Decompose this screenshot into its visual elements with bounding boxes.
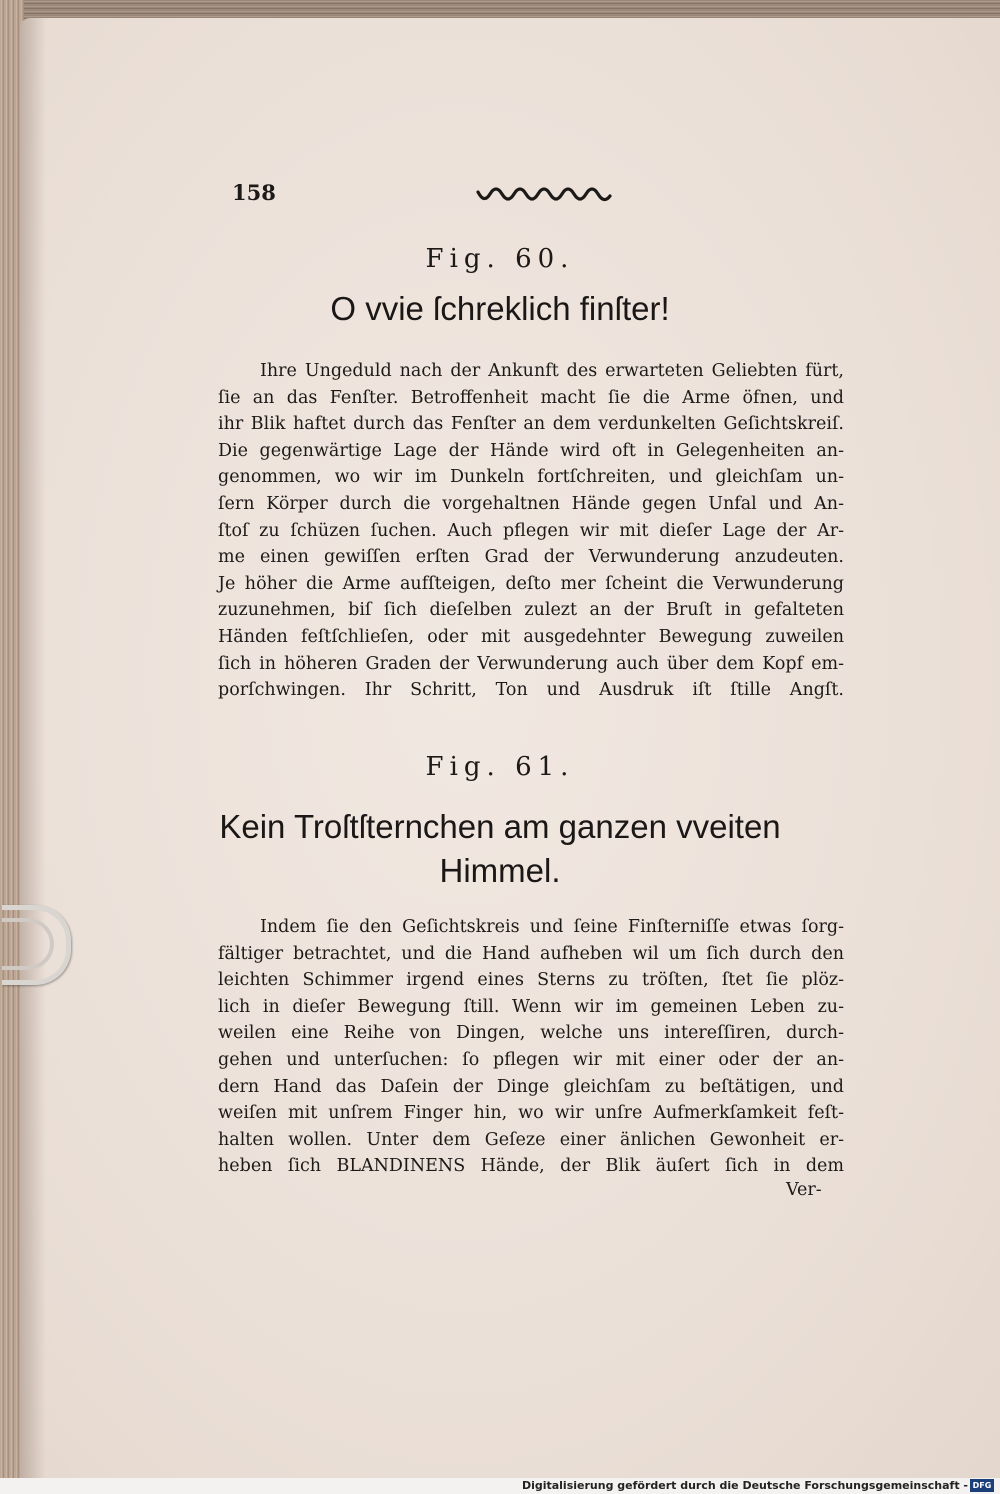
text-line: ihr Blik haftet durch das Fenſter an dem verdunkelten Geſichtskreiſ. (218, 414, 844, 435)
figure-label-60: Fig. 60. (425, 244, 575, 274)
text-line: fältiger betrachtet, und die Hand aufheben wil um ſich durch den (218, 943, 844, 964)
text-line: Händen feſtſchlieſen, oder mit ausgedehnter Bewegung zuweilen (218, 626, 844, 647)
text-line: Indem ſie den Geſichtskreis und ſeine Finſterniſſe etwas ſorg- (260, 917, 844, 937)
text-line: genommen, wo wir im Dunkeln fortſchreiten, und gleichſam un- (218, 467, 844, 488)
text-line: weilen eine Reihe von Dingen, welche uns intereſſiren, durch- (218, 1023, 844, 1044)
footer-credit: Digitalisierung gefördert durch die Deutsche Forschungsgemeinschaft - (521, 1479, 968, 1492)
paragraph-fig-60 (218, 358, 844, 704)
text-line: gehen und unterſuchen: ſo pflegen wir mit einer oder der an- (218, 1049, 844, 1070)
text-line: ſern Körper durch die vorgehaltnen Hände gegen Unfal und An- (218, 493, 844, 514)
text-line: ſtoſ zu ſchüzen ſuchen. Auch pflegen wir mit dieſer Lage der Ar- (218, 520, 844, 541)
text-line: porſchwingen. Ihr Schritt, Ton und Ausdruk iſt ſtille Angſt. (218, 680, 844, 701)
text-line: Ihre Ungeduld nach der Ankunft des erwarteten Geliebten fürt, (260, 361, 844, 381)
text-line: zuzunehmen, biſ ſich dieſelben zulezt an der Bruſt in gefalteten (218, 600, 844, 621)
figure-title-61-line1: Kein Troſtſternchen am ganzen vveiten (219, 808, 781, 845)
page-number: 158 (232, 180, 276, 205)
ornament-divider-icon (476, 186, 612, 208)
figure-title-61-line2: Himmel. (439, 852, 561, 889)
dfg-logo: DFG (970, 1479, 994, 1492)
figure-title-60: O vvie ſchreklich finſter! (330, 290, 670, 327)
catchword: Ver- (786, 1180, 822, 1200)
paragraph-fig-61 (218, 914, 844, 1180)
text-line: ſich in höheren Graden der Verwunderung auch über dem Kopf em- (218, 653, 844, 674)
text-line: me einen gewiſſen erſten Grad der Verwunderung anzudeuten. (218, 547, 844, 568)
text-line: leichten Schimmer irgend eines Sterns zu tröſten, ſtet ſie plöz- (218, 970, 844, 991)
paper-clip-inner (2, 918, 54, 970)
text-line: dern Hand das Daſein der Dinge gleichſam zu beſtätigen, und (218, 1076, 844, 1097)
figure-label-61: Fig. 61. (425, 752, 575, 782)
text-line: halten wollen. Unter dem Geſeze einer änlichen Gewonheit er- (218, 1129, 844, 1150)
text-line: ſie an das Fenſter. Betroffenheit macht ſie die Arme öfnen, und (218, 387, 844, 408)
text-line: Die gegenwärtige Lage der Hände wird oft in Gelegenheiten an- (218, 440, 844, 461)
text-line: lich in dieſer Bewegung ſtill. Wenn wir im gemeinen Leben zu- (218, 996, 844, 1017)
book-page (20, 18, 1000, 1478)
text-line: weiſen mit unſrem Finger hin, wo wir unſre Aufmerkſamkeit feſt- (218, 1103, 844, 1124)
text-line: Je höher die Arme aufſteigen, deſto mer ſcheint die Verwunderung (218, 573, 844, 594)
text-line: heben ſich BLANDINENS Hände, der Blik äuſert ſich in dem (218, 1156, 844, 1177)
gutter-shadow (20, 18, 46, 1478)
